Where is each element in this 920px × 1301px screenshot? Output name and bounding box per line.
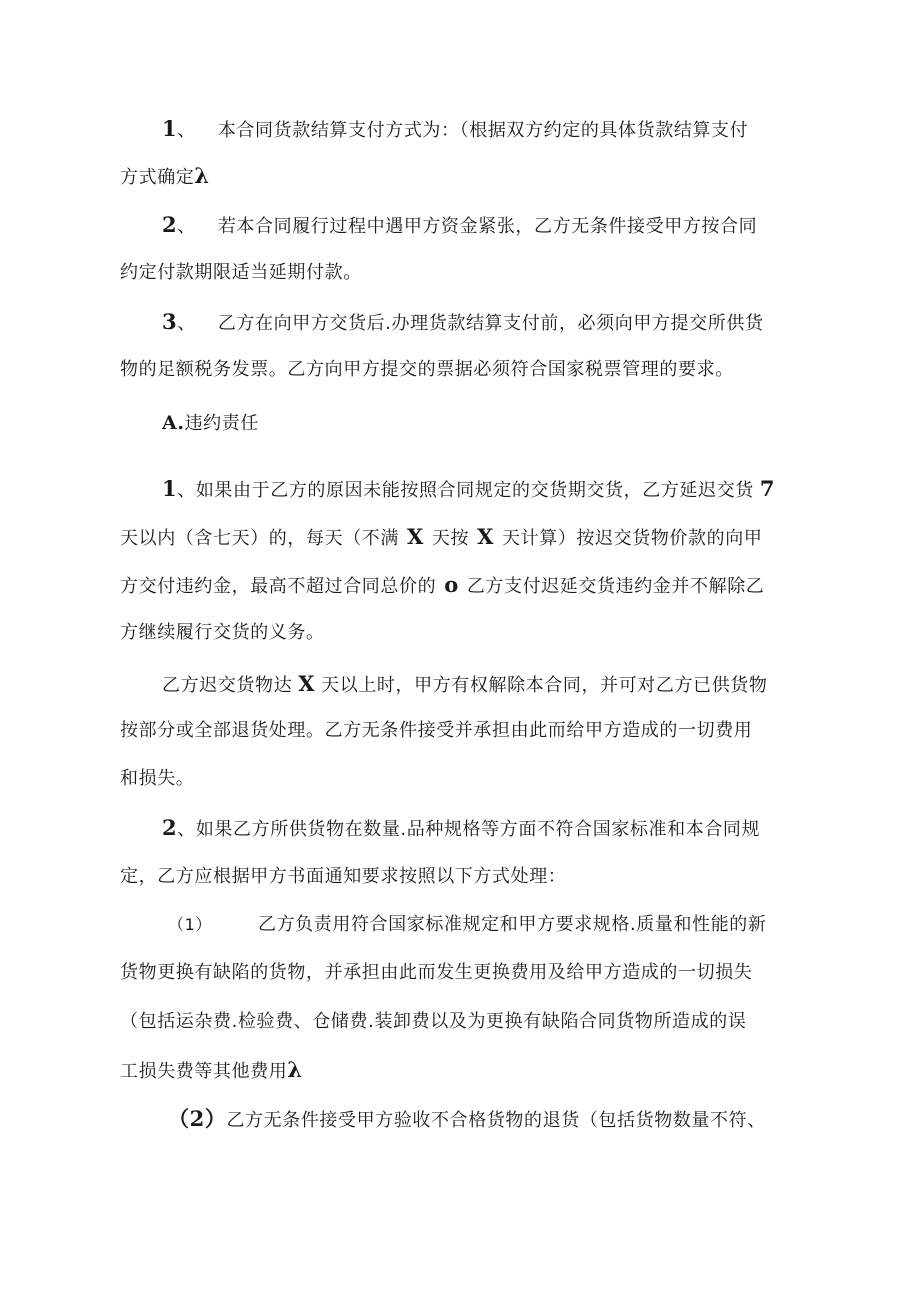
breach-para-2-text-b: 天以上时，甲方有权解除本合同，并可对乙方已供货物 bbox=[321, 675, 768, 696]
sub-item-1-text-a: 乙方负责用符合国家标准规定和甲方要求规格.质量和性能的新 bbox=[257, 914, 767, 935]
sub-item-2-close-paren: ） bbox=[204, 1107, 227, 1131]
clause-1-text: 本合同货款结算支付方式为：（根据双方约定的具体货款结算支付 bbox=[217, 120, 749, 141]
clause-1-continuation: 方式确定 bbox=[120, 167, 195, 188]
breach-item-1-text-c: 天按 bbox=[431, 528, 470, 549]
clause-2-separator: 、 bbox=[177, 216, 196, 237]
breach-item-1-line-3 bbox=[120, 573, 810, 599]
clause-3-separator: 、 bbox=[177, 313, 196, 334]
breach-item-1-number: 1 bbox=[162, 477, 178, 501]
breach-item-1-text-e: 方交付违约金，最高不超过合同总价的 bbox=[120, 576, 437, 597]
placeholder-x-3: X bbox=[298, 672, 316, 696]
placeholder-x-1: X bbox=[407, 525, 424, 549]
clause-2-text: 若本合同履行过程中遇甲方资金紧张，乙方无条件接受甲方按合同 bbox=[217, 216, 758, 237]
section-letter: A. bbox=[162, 412, 185, 434]
placeholder-x-2: X bbox=[477, 525, 495, 549]
clause-3-number: 3 bbox=[162, 310, 178, 334]
breach-item-1-text-f: 乙方支付迟延交货违约金并不解除乙 bbox=[466, 576, 765, 597]
breach-para-2-line-2 bbox=[120, 719, 810, 743]
clause-3-text: 乙方在向甲方交货后.办理货款结算支付前，必须向甲方提交所供货 bbox=[217, 313, 764, 334]
clause-1-line-2 bbox=[120, 164, 810, 190]
breach-item-2-number: 2 bbox=[162, 816, 178, 840]
breach-item-2-line-1 bbox=[162, 816, 810, 842]
clause-3-line-2 bbox=[120, 358, 810, 382]
sub-item-1-text-d: 工损失费等其他费用 bbox=[120, 1061, 288, 1082]
breach-para-2-line-1 bbox=[162, 672, 810, 698]
sub-item-2-line-1 bbox=[168, 1107, 820, 1133]
breach-para-2-line-3 bbox=[120, 767, 810, 791]
sub-item-1-line-2 bbox=[120, 961, 810, 985]
clause-3-continuation: 物的足额税务发票。乙方向甲方提交的票据必须符合国家税票管理的要求。 bbox=[120, 359, 734, 380]
breach-item-1-line-1 bbox=[162, 477, 810, 503]
breach-item-1-text-a: 、如果由于乙方的原因未能按照合同规定的交货期交货，乙方延迟交货 bbox=[177, 480, 754, 501]
sub-item-1-line-3 bbox=[120, 1010, 810, 1034]
sub-item-1-line-4 bbox=[120, 1058, 810, 1084]
sub-item-2-number: 2 bbox=[189, 1107, 205, 1131]
placeholder-o: o bbox=[444, 573, 459, 597]
clause-1-separator: 、 bbox=[177, 120, 196, 141]
section-heading bbox=[162, 411, 810, 436]
section-title: 违约责任 bbox=[184, 413, 259, 434]
days-limit-number: 7 bbox=[759, 477, 776, 501]
breach-item-1-text-b: 天以内（含七天）的，每天（不满 bbox=[120, 528, 399, 549]
clause-1-line-1 bbox=[162, 117, 810, 143]
clause-1-end-symbol: λ bbox=[194, 164, 210, 188]
breach-item-2-text-b: 定，乙方应根据甲方书面通知要求按照以下方式处理： bbox=[120, 866, 567, 887]
breach-item-1-line-4 bbox=[120, 621, 810, 645]
breach-item-2-line-2 bbox=[120, 865, 810, 889]
breach-para-2-text-a: 乙方迟交货物达 bbox=[162, 675, 293, 696]
sub-item-1-line-1 bbox=[168, 913, 810, 937]
clause-3-line-1 bbox=[162, 310, 810, 336]
clause-1-number: 1 bbox=[162, 117, 178, 141]
clause-2-line-1 bbox=[162, 213, 810, 239]
clause-2-number: 2 bbox=[162, 213, 178, 237]
breach-para-2-text-d: 和损失。 bbox=[120, 768, 195, 789]
sub-item-1-text-c: （包括运杂费.检验费、仓储费.装卸费以及为更换有缺陷合同货物所造成的误 bbox=[120, 1011, 747, 1032]
breach-item-2-text-a: 、如果乙方所供货物在数量.品种规格等方面不符合国家标准和本合同规 bbox=[177, 819, 761, 840]
clause-2-continuation: 约定付款期限适当延期付款。 bbox=[120, 262, 362, 283]
breach-item-1-line-2 bbox=[120, 525, 810, 551]
breach-item-1-text-d: 天计算）按迟交货物价款的向甲 bbox=[502, 528, 763, 549]
sub-item-2-open-paren: （ bbox=[168, 1107, 190, 1131]
sub-item-1-label: （1） bbox=[168, 915, 212, 934]
breach-item-1-text-g: 方继续履行交货的义务。 bbox=[120, 622, 325, 643]
breach-para-2-text-c: 按部分或全部退货处理。乙方无条件接受并承担由此而给甲方造成的一切费用 bbox=[120, 720, 753, 741]
clause-2-line-2 bbox=[120, 261, 810, 285]
sub-item-2-text-a: 乙方无条件接受甲方验收不合格货物的退货（包括货物数量不符、 bbox=[226, 1110, 766, 1131]
sub-item-1-end-symbol: λ bbox=[287, 1058, 303, 1082]
sub-item-1-text-b: 货物更换有缺陷的货物，并承担由此而发生更换费用及给甲方造成的一切损失 bbox=[120, 962, 753, 983]
